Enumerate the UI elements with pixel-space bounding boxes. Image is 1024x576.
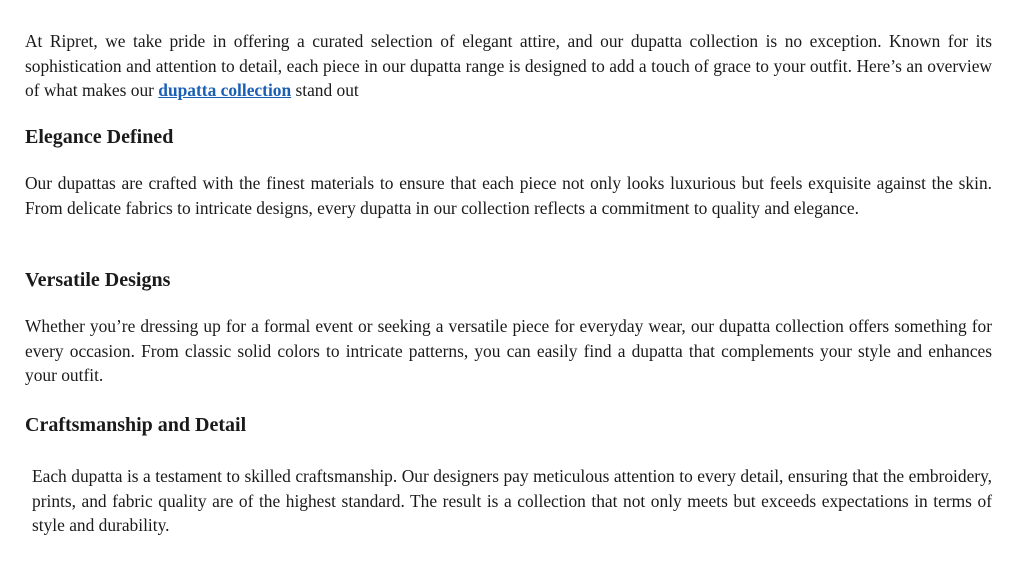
dupatta-collection-link[interactable]: dupatta collection [158, 80, 292, 100]
section-heading-elegance-defined: Elegance Defined [25, 126, 174, 148]
section-body-craftsmanship-and-detail: Each dupatta is a testament to skilled craftsmanship. Our designers pay meticulous attention to every detail, ensuring that the embroidery, prints, and fabric quality are of the highest standard. The result is a collection that not only meets but exceeds expectations in terms of style and durability. [32, 466, 992, 535]
intro-text-before-link: At Ripret, we take pride in offering a curated selection of elegant attire, and our dupatta collection is no exception. Known for its sophistication and attention to detail, each piece in our dupatta range is designed to add a touch of grace to your outfit. Here’s an overview of what makes our [25, 31, 992, 100]
intro-text-after-link: stand out [291, 80, 359, 100]
section-body-versatile-designs: Whether you’re dressing up for a formal event or seeking a versatile piece for everyday wear, our dupatta collection offers something for every occasion. From classic solid colors to intricate patterns, you can easily find a dupatta that complements your style and enhances your outfit. [25, 316, 992, 385]
section-body-elegance-defined: Our dupattas are crafted with the finest materials to ensure that each piece not only looks luxurious but feels exquisite against the skin. From delicate fabrics to intricate designs, every dupatta in our collection reflects a commitment to quality and elegance. [25, 173, 992, 218]
intro-paragraph [25, 29, 992, 103]
section-heading-versatile-designs: Versatile Designs [25, 269, 171, 291]
section-heading-craftsmanship-and-detail: Craftsmanship and Detail [25, 414, 247, 436]
